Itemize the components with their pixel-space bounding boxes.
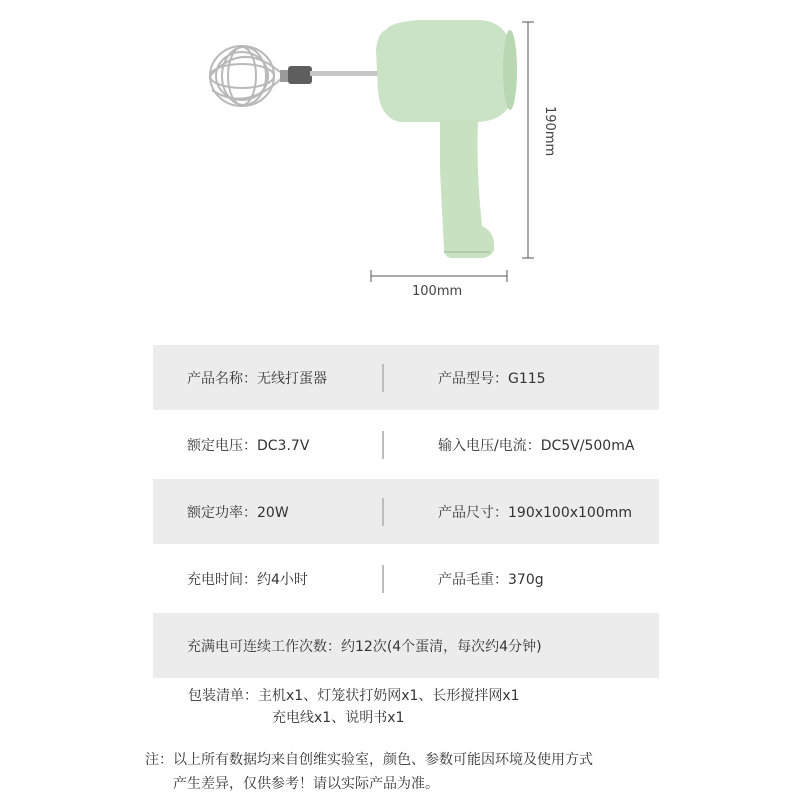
package-list (188, 685, 520, 729)
whisk-shaft (310, 71, 382, 76)
note-line: 注：以上所有数据均来自创维实验室，颜色、参数可能因环境及使用方式 (145, 752, 593, 768)
mixer-head-side (503, 30, 517, 110)
divider (382, 498, 384, 526)
spec-row (153, 546, 659, 611)
spec-cell: 产品名称：无线打蛋器 (187, 370, 327, 387)
spec-cell: 产品尺寸：190x100x100mm (438, 504, 633, 521)
whisk (210, 46, 282, 106)
divider (382, 364, 384, 392)
spec-cell: 充电时间：约4小时 (187, 571, 308, 588)
spec-cell: 产品毛重：370g (438, 571, 544, 588)
package-line: 充电线x1、说明书x1 (272, 710, 405, 726)
endurance-text: 充满电可连续工作次数：约12次(4个蛋清，每次约4分钟) (187, 638, 542, 655)
spec-row-endurance (153, 613, 659, 678)
whisk-connector (288, 66, 312, 84)
mixer-handle (440, 120, 494, 258)
spec-row (153, 345, 659, 410)
spec-cell: 输入电压/电流：DC5V/500mA (438, 437, 635, 454)
spec-cell: 产品型号：G115 (438, 370, 546, 387)
width-dimension-line (371, 270, 507, 282)
hand-mixer-image (0, 0, 800, 320)
product-illustration (0, 0, 800, 320)
spec-cell: 额定电压：DC3.7V (187, 437, 310, 454)
width-dimension-label: 100mm (412, 284, 463, 299)
mixer-head (376, 20, 512, 122)
spec-row (153, 479, 659, 544)
height-dimension-label: 190mm (542, 106, 557, 157)
package-line: 包装清单：主机x1、灯笼状打奶网x1、长形搅拌网x1 (188, 688, 520, 704)
spec-table (153, 345, 659, 680)
height-dimension-line (522, 22, 534, 258)
divider (382, 565, 384, 593)
divider (382, 431, 384, 459)
disclaimer-note (145, 748, 593, 796)
spec-row (153, 412, 659, 477)
note-line: 产生差异，仅供参考！请以实际产品为准。 (173, 776, 439, 792)
spec-cell: 额定功率：20W (187, 504, 289, 521)
